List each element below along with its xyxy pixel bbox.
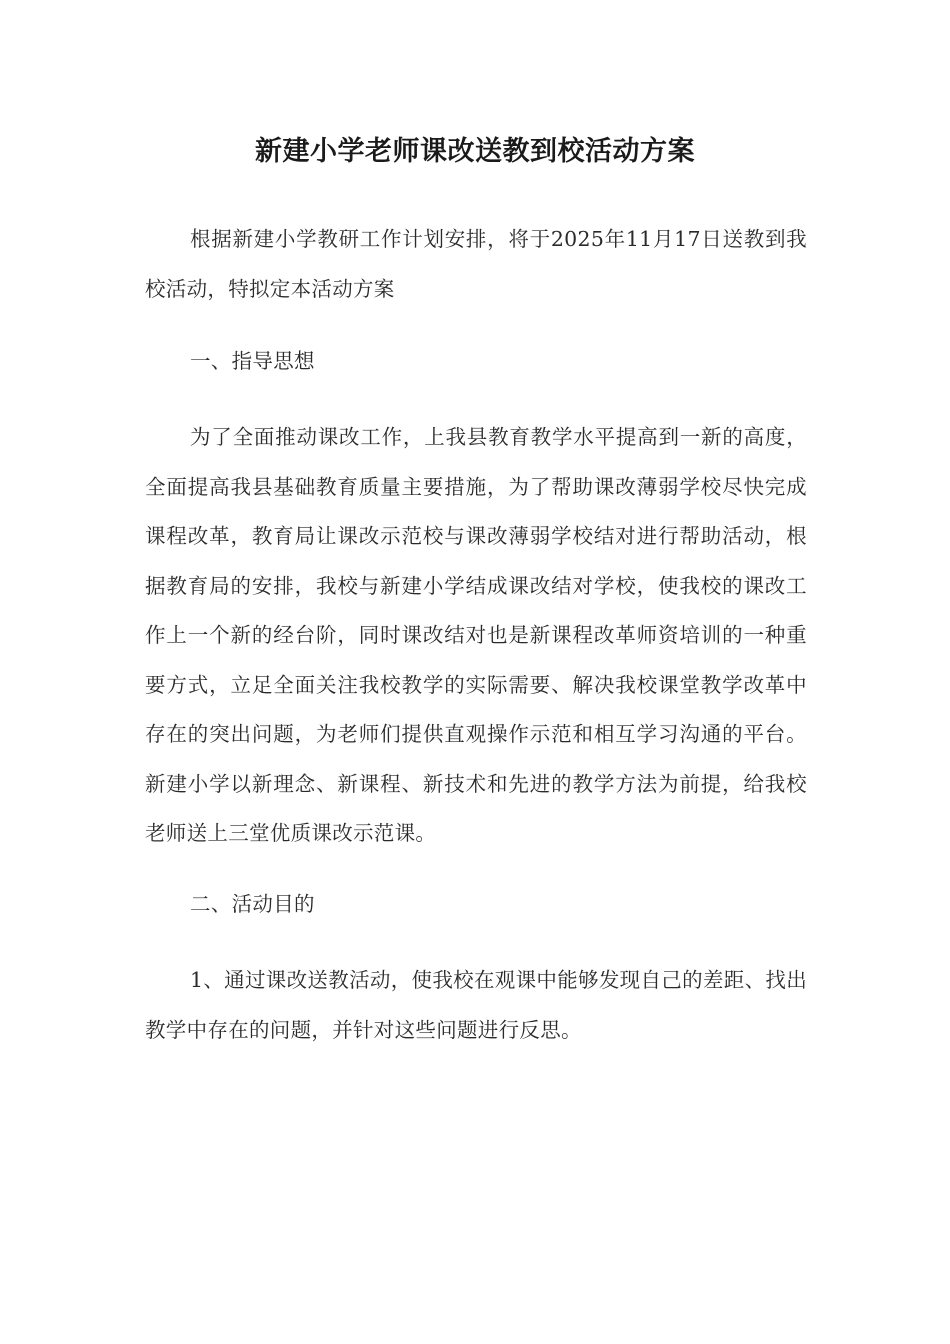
document-title: 新建小学老师课改送教到校活动方案 (255, 136, 695, 167)
section-heading-guiding-ideology: 一、指导思想 (190, 349, 315, 373)
section-heading-activity-purpose: 二、活动目的 (190, 892, 315, 916)
intro-paragraph: 根据新建小学教研工作计划安排，将于2025年11月17日送教到我校活动，特拟定本活动方案 (145, 227, 807, 301)
section-paragraph-activity-purpose: 1、通过课改送教活动，使我校在观课中能够发现自己的差距、找出教学中存在的问题，并针对这些问题进行反思。 (145, 968, 807, 1042)
section-paragraph-guiding-ideology: 为了全面推动课改工作，上我县教育教学水平提高到一新的高度，全面提高我县基础教育质量主要措施，为了帮助课改薄弱学校尽快完成课程改革，教育局让课改示范校与课改薄弱学校结对进行帮助活动，根据教育局的安排，我校与新建小学结成课改结对学校，使我校的课改工作上一个新的经台阶，同时课改结对也是新课程改革师资培训的一种重要方式，立足全面关注我校教学的实际需要、解决我校课堂教学改革中存在的突出问题，为老师们提供直观操作示范和相互学习沟通的平台。新建小学以新理念、新课程、新技术和先进的教学方法为前提，给我校老师送上三堂优质课改示范课。 (145, 425, 807, 845)
